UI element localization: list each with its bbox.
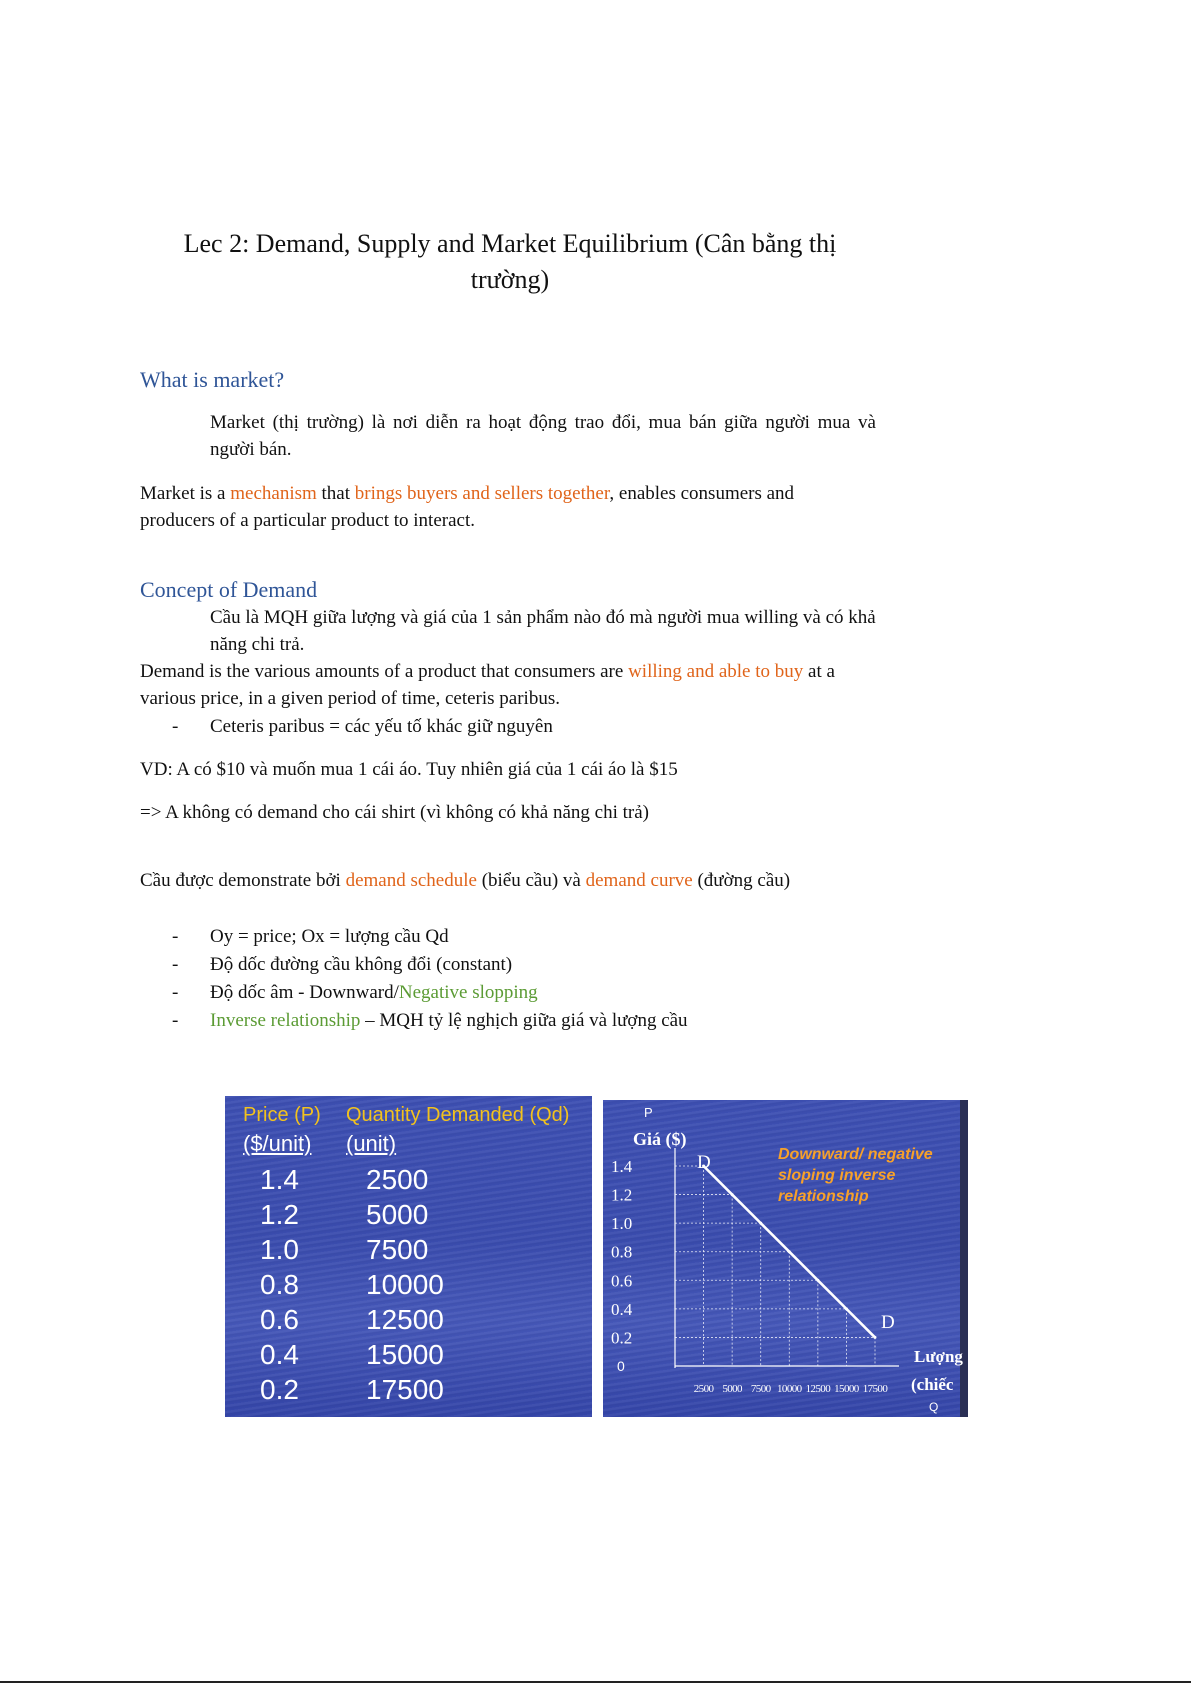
chart-annotation: Downward/ negative sloping inverse relationship xyxy=(778,1146,933,1205)
constant-slope-bullet-text: Độ dốc đường cầu không đổi (constant) xyxy=(210,954,513,975)
demand-en-paragraph xyxy=(140,658,860,712)
y-tick-label: 0.2 xyxy=(611,1328,633,1348)
bullet-dash: - xyxy=(172,716,179,737)
example-line: VD: A có $10 và muốn mua 1 cái áo. Tuy nhiên giá của 1 cái áo là $15 xyxy=(140,759,678,780)
quantity-cell: 2500 xyxy=(366,1164,429,1195)
market-en-post: , enables consumers and producers of a particular product to interact. xyxy=(140,483,795,531)
data-point xyxy=(845,1307,848,1310)
inverse-relationship-highlight: Inverse relationship xyxy=(210,1010,361,1031)
inverse-bullet-post: – MQH tỷ lệ nghịch giữa giá và lượng cầu xyxy=(360,1010,688,1031)
y-tick-label: 1.0 xyxy=(611,1214,633,1234)
table-row xyxy=(225,1164,592,1199)
bullet-dash: - xyxy=(172,926,179,947)
table-row xyxy=(225,1269,592,1304)
bullet-dash: - xyxy=(172,954,179,975)
price-cell: 1.2 xyxy=(260,1199,299,1230)
market-mechanism-highlight: mechanism xyxy=(230,483,317,504)
x-tick-label: 10000 xyxy=(777,1383,802,1395)
x-tick-label: 7500 xyxy=(750,1383,771,1395)
price-cell: 0.4 xyxy=(260,1339,299,1370)
y-axis-letter: P xyxy=(644,1105,653,1120)
demand-vi-paragraph: Cầu là MQH giữa lượng và giá của 1 sản phẩm nào đó mà người mua willing và có khả năng chi trả. xyxy=(210,607,876,655)
document-title: Lec 2: Demand, Supply and Market Equilibrium (Cân bằng thị trường) xyxy=(183,229,837,294)
market-heading: What is market? xyxy=(140,367,285,392)
x-axis-label-line2: (chiếc xyxy=(911,1375,954,1394)
page-bottom-rule xyxy=(0,1681,1191,1683)
demand-schedule-table xyxy=(225,1096,592,1417)
origin-label: 0 xyxy=(617,1358,625,1374)
quantity-cell: 12500 xyxy=(366,1304,444,1335)
y-tick-label: 0.8 xyxy=(611,1242,633,1262)
x-tick-label: 5000 xyxy=(722,1383,742,1395)
x-axis-letter: Q xyxy=(929,1400,939,1414)
y-tick-label: 1.4 xyxy=(611,1157,633,1176)
schedule-quantity-header: Quantity Demanded (Qd) xyxy=(346,1104,570,1126)
demonstrate-mid: (biểu cầu) và xyxy=(476,870,586,891)
curve-label-end: D xyxy=(881,1312,895,1333)
quantity-cell: 10000 xyxy=(366,1269,444,1300)
quantity-cell: 15000 xyxy=(366,1339,444,1370)
market-vi-paragraph: Market (thị trường) là nơi diễn ra hoạt động trao đổi, mua bán giữa người mua và người bán. xyxy=(210,412,876,460)
quantity-cell: 7500 xyxy=(366,1234,429,1265)
curve-properties-list xyxy=(172,923,688,1035)
price-cell: 0.8 xyxy=(260,1269,299,1300)
demand-heading: Concept of Demand xyxy=(140,577,318,602)
demand-curve-chart xyxy=(603,1100,968,1417)
table-row xyxy=(225,1304,592,1339)
y-tick-label: 0.4 xyxy=(611,1299,633,1319)
quantity-cell: 17500 xyxy=(366,1374,444,1405)
data-point xyxy=(788,1250,791,1253)
list-item xyxy=(172,923,688,951)
conclusion-line: => A không có demand cho cái shirt (vì không có khả năng chi trả) xyxy=(140,802,649,823)
y-tick-label: 1.2 xyxy=(611,1185,633,1205)
demand-en-pre: Demand is the various amounts of a product that consumers are xyxy=(140,661,629,682)
price-cell: 0.2 xyxy=(260,1374,299,1405)
demand-willing-able-highlight: willing and able to buy xyxy=(628,661,804,682)
market-en-pre: Market is a xyxy=(140,483,231,504)
list-item xyxy=(172,713,553,741)
bullet-dash: - xyxy=(172,1010,179,1031)
list-item xyxy=(172,979,688,1007)
quantity-cell: 5000 xyxy=(366,1199,429,1230)
market-en-mid: that xyxy=(316,483,355,504)
demonstrate-paragraph xyxy=(140,867,864,894)
market-buyers-sellers-highlight: brings buyers and sellers together xyxy=(354,483,610,504)
schedule-price-header: Price (P) xyxy=(243,1104,321,1126)
data-point xyxy=(731,1193,734,1196)
list-item xyxy=(172,951,688,979)
ceteris-list xyxy=(172,713,553,741)
list-item xyxy=(172,1007,688,1035)
curve-label-start: D xyxy=(697,1152,711,1173)
demand-curve-highlight: demand curve xyxy=(585,870,693,891)
table-row xyxy=(225,1339,592,1374)
y-axis-label: Giá ($) xyxy=(633,1129,687,1149)
demonstrate-pre: Cầu được demonstrate bởi xyxy=(140,870,346,891)
x-tick-label: 17500 xyxy=(862,1383,888,1395)
axes-bullet-text: Oy = price; Ox = lượng cầu Qd xyxy=(210,926,449,947)
price-cell: 1.4 xyxy=(260,1164,299,1195)
schedule-price-unit: ($/unit) xyxy=(243,1131,312,1156)
negative-slopping-highlight: Negative slopping xyxy=(398,982,538,1003)
x-axis-label-line1: Lượng xyxy=(914,1347,963,1366)
price-cell: 1.0 xyxy=(260,1234,299,1265)
table-row xyxy=(225,1234,592,1269)
negative-slope-bullet-pre: Độ dốc âm - Downward/ xyxy=(210,982,399,1003)
market-en-paragraph xyxy=(140,480,860,534)
ceteris-bullet-text: Ceteris paribus = các yếu tố khác giữ nguyên xyxy=(210,716,553,737)
demonstrate-post: (đường cầu) xyxy=(692,870,791,891)
bullet-dash: - xyxy=(172,982,179,1003)
schedule-quantity-unit: (unit) xyxy=(346,1131,397,1156)
x-tick-label: 2500 xyxy=(693,1383,714,1395)
demand-schedule-highlight: demand schedule xyxy=(345,870,477,891)
x-tick-label: 15000 xyxy=(834,1383,859,1395)
data-point xyxy=(816,1279,819,1282)
y-tick-label: 0.6 xyxy=(611,1271,633,1291)
table-row xyxy=(225,1374,592,1409)
price-cell: 0.6 xyxy=(260,1304,299,1335)
data-point xyxy=(874,1336,877,1339)
demand-en-post: at a various price, in a given period of time, ceteris paribus. xyxy=(140,661,835,709)
x-tick-label: 12500 xyxy=(805,1383,831,1395)
data-point xyxy=(759,1222,762,1225)
table-row xyxy=(225,1199,592,1234)
